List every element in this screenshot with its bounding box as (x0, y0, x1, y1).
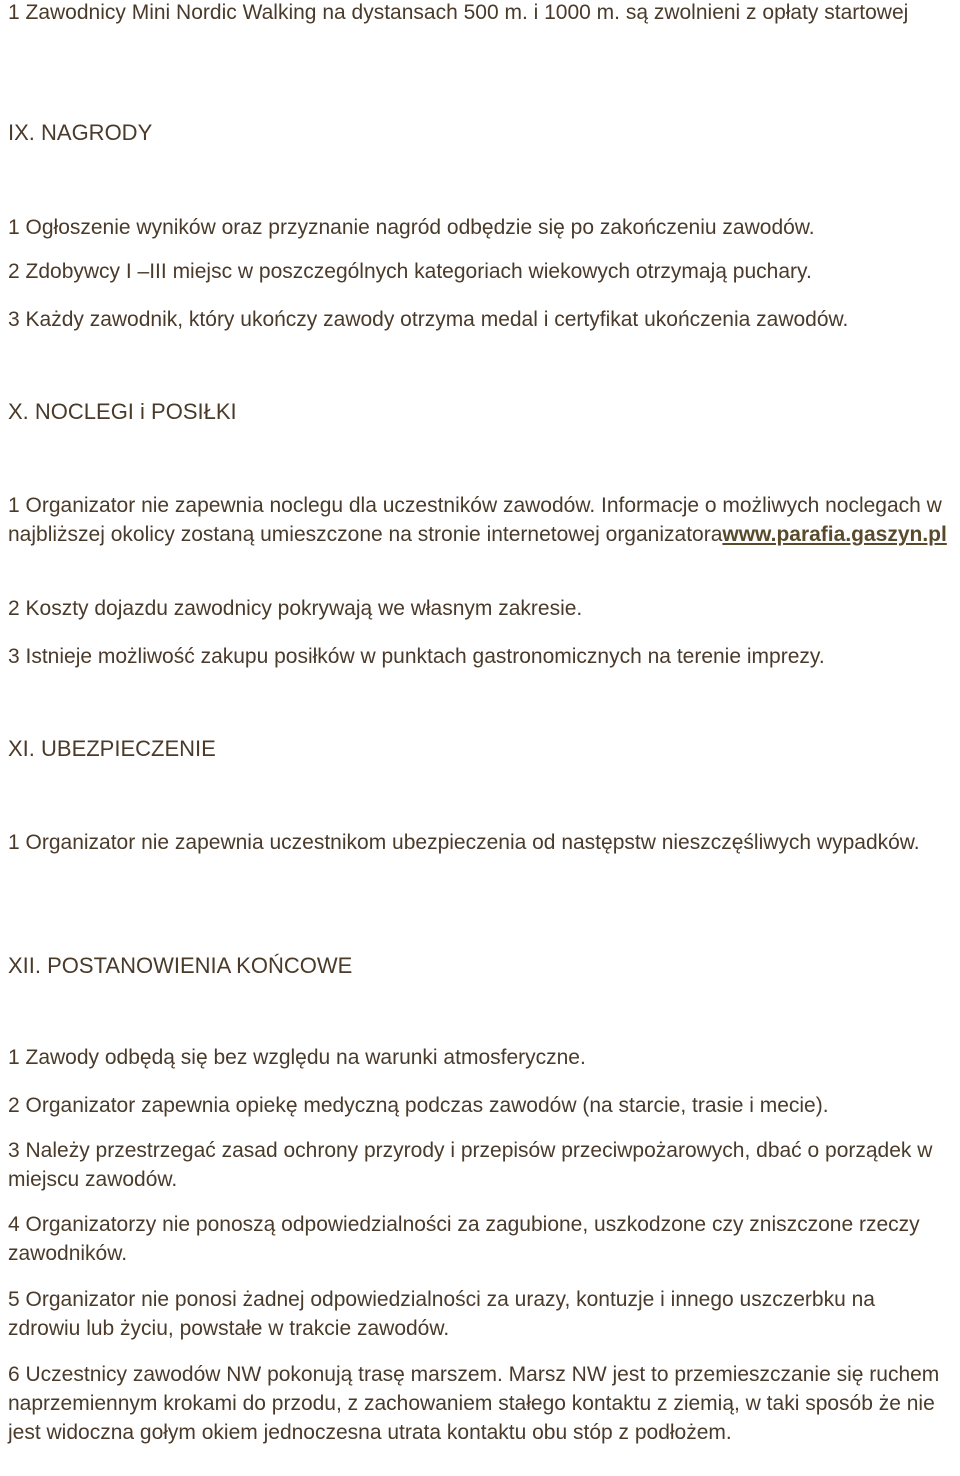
list-item (8, 491, 952, 549)
list-item: 4 Organizatorzy nie ponoszą odpowiedzialności za zagubione, uszkodzone czy zniszczone rzeczy zawodników. (8, 1213, 920, 1265)
section-heading-nagrody: IX. NAGRODY (8, 120, 153, 145)
list-item: 5 Organizator nie ponosi żadnej odpowiedzialności za urazy, kontuzje i innego uszczerbku na zdrowiu lub życiu, powstałe w trakcie zawodów. (8, 1288, 875, 1340)
list-item: 1 Zawody odbędą się bez względu na warunki atmosferyczne. (8, 1046, 586, 1069)
section-heading-ubezpieczenie: XI. UBEZPIECZENIE (8, 736, 216, 761)
list-item: 6 Uczestnicy zawodów NW pokonują trasę marszem. Marsz NW jest to przemieszczanie się ruchem naprzemiennym krokami do przodu, z zachowaniem stałego kontaktu z ziemią, w taki sposób że nie jest widoczna gołym okiem jednoczesna utrata kontaktu obu stóp z podłożem. (8, 1363, 940, 1444)
list-item: 3 Każdy zawodnik, który ukończy zawody otrzyma medal i certyfikat ukończenia zawodów. (8, 308, 849, 331)
list-item: 2 Organizator zapewnia opiekę medyczną podczas zawodów (na starcie, trasie i mecie). (8, 1094, 829, 1117)
organizer-website-link[interactable]: www.parafia.gaszyn.pl (722, 523, 947, 546)
list-item: 2 Zdobywcy I –III miejsc w poszczególnych kategoriach wiekowych otrzymają puchary. (8, 260, 812, 283)
list-item: 3 Istnieje możliwość zakupu posiłków w punktach gastronomicznych na terenie imprezy. (8, 645, 825, 668)
intro-paragraph: 1 Zawodnicy Mini Nordic Walking na dystansach 500 m. i 1000 m. są zwolnieni z opłaty startowej (8, 1, 909, 24)
section-heading-noclegi: X. NOCLEGI i POSIŁKI (8, 399, 237, 424)
list-item: 1 Organizator nie zapewnia uczestnikom ubezpieczenia od następstw nieszczęśliwych wypadków. (8, 831, 920, 854)
list-item: 2 Koszty dojazdu zawodnicy pokrywają we własnym zakresie. (8, 597, 583, 620)
list-item: 3 Należy przestrzegać zasad ochrony przyrody i przepisów przeciwpożarowych, dbać o porządek w miejscu zawodów. (8, 1139, 933, 1191)
section-heading-postanowienia: XII. POSTANOWIENIA KOŃCOWE (8, 953, 353, 978)
list-item-text: 1 Organizator nie zapewnia noclegu dla uczestników zawodów. Informacje o możliwych noclegach w najbliższej okolicy zostaną umieszczone na stronie internetowej organizatora (8, 494, 942, 546)
list-item: 1 Ogłoszenie wyników oraz przyznanie nagród odbędzie się po zakończeniu zawodów. (8, 216, 815, 239)
